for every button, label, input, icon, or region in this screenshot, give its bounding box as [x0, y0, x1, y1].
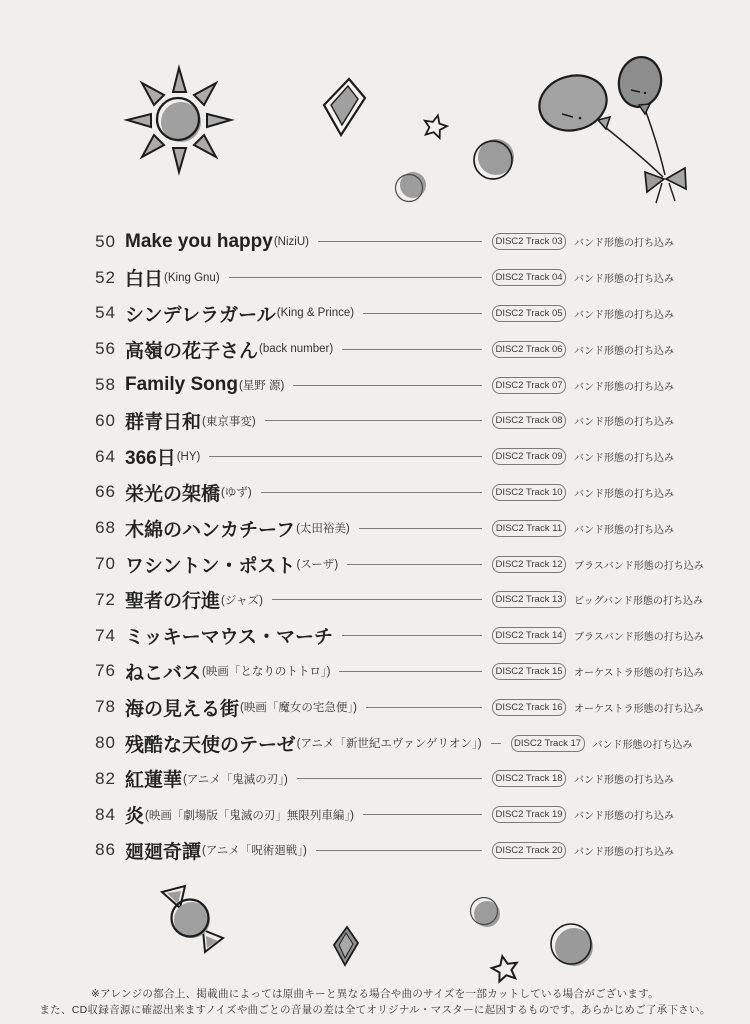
song-artist: ( アニメ「新世紀エヴァンゲリオン」 ) [297, 735, 482, 751]
song-row [86, 761, 706, 797]
page-number: 68 [95, 518, 116, 538]
track-badge: DISC2 Track 16 [492, 699, 566, 716]
star-icon [421, 112, 449, 140]
page-number: 84 [95, 804, 116, 824]
song-title: 高嶺の花子さん [125, 340, 259, 362]
arrangement-label: オーケストラ形態の打ち込み [574, 667, 704, 679]
song-title: 聖者の行進 [125, 591, 221, 613]
song-artist: ( スーザ ) [297, 556, 339, 572]
song-title: ねこバス [125, 662, 202, 684]
page-number: 52 [95, 267, 116, 287]
leader-line [363, 814, 482, 815]
track-badge: DISC2 Track 15 [492, 663, 566, 680]
song-title: 栄光の架橋 [125, 483, 221, 505]
arrangement-label: バンド形態の打ち込み [574, 488, 674, 500]
song-artist: ( 映画「劇場版「鬼滅の刃」無限列車編」 ) [145, 807, 354, 823]
footer-line-2: また、CD収録音源に確認出来ますノイズや曲ごとの音量の差は全てオリジナル・マスターに起因するものです。あらかじめご了承下さい。 [39, 1004, 711, 1016]
arrangement-label: バンド形態の打ち込み [574, 309, 674, 321]
leader-line [209, 456, 482, 457]
star-icon [489, 952, 521, 984]
arrangement-label: バンド形態の打ち込み [574, 417, 674, 429]
track-badge: DISC2 Track 08 [492, 412, 566, 429]
song-title: Family Song [125, 374, 238, 396]
song-row [86, 224, 706, 260]
arrangement-label: バンド形態の打ち込み [574, 453, 674, 465]
page-number: 70 [95, 554, 116, 574]
track-badge: DISC2 Track 09 [492, 448, 566, 465]
arrangement-label: バンド形態の打ち込み [574, 345, 674, 357]
leader-line [359, 528, 482, 529]
song-row [86, 331, 706, 367]
circle-icon [471, 136, 517, 182]
leader-line [347, 564, 482, 565]
leader-line [342, 635, 482, 636]
song-title: 海の見える街 [125, 698, 240, 720]
song-artist: ( King & Prince ) [277, 307, 354, 319]
track-badge: DISC2 Track 04 [492, 269, 566, 286]
leader-line [293, 385, 482, 386]
song-artist: ( アニメ「呪術廻戦」 ) [202, 842, 307, 858]
leader-line [229, 277, 482, 278]
song-row [86, 403, 706, 439]
song-artist: ( 太田裕美 ) [296, 520, 350, 536]
leader-line [316, 850, 482, 851]
song-artist: ( ゆず ) [221, 484, 252, 500]
arrangement-label: バンド形態の打ち込み [574, 381, 674, 393]
song-row [86, 296, 706, 332]
song-row [86, 475, 706, 511]
arrangement-label: バンド形態の打ち込み [574, 811, 674, 823]
song-row [86, 367, 706, 403]
leader-line [318, 241, 482, 242]
song-title: ワシントン・ポスト [125, 555, 296, 577]
song-title: 木綿のハンカチーフ [125, 519, 296, 541]
song-artist: ( 星野 源 ) [239, 377, 284, 393]
song-title: シンデレラガール [125, 304, 276, 326]
footer-note [0, 986, 750, 1018]
diamond-icon [318, 76, 370, 138]
song-title: 炎 [125, 806, 145, 828]
song-row [86, 689, 706, 725]
page-number: 60 [95, 410, 116, 430]
song-title: 残酷な天使のテーゼ [125, 734, 296, 756]
song-artist: ( アニメ「鬼滅の刃」 ) [183, 771, 288, 787]
track-badge: DISC2 Track 05 [492, 305, 566, 322]
arrangement-label: バンド形態の打ち込み [574, 775, 674, 787]
song-row [86, 510, 706, 546]
song-artist: ( ジャズ ) [221, 592, 263, 608]
track-badge: DISC2 Track 11 [492, 520, 566, 537]
song-row [86, 725, 706, 761]
song-title: 366日 [125, 448, 176, 470]
track-badge: DISC2 Track 20 [492, 842, 566, 859]
page-number: 66 [95, 482, 116, 502]
leader-line [272, 599, 482, 600]
page-number: 82 [95, 768, 116, 788]
song-artist: ( back number ) [259, 343, 333, 355]
song-row [86, 654, 706, 690]
song-artist: ( 映画「魔女の宅急便」 ) [240, 699, 357, 715]
page-number: 76 [95, 661, 116, 681]
page-number: 72 [95, 589, 116, 609]
leader-line [265, 420, 482, 421]
song-title: 群青日和 [125, 412, 202, 434]
large-circle-icon [548, 921, 596, 969]
arrangement-label: ブラスバンド形態の打ち込み [574, 560, 704, 572]
song-row [86, 797, 706, 833]
song-row [86, 546, 706, 582]
arrangement-label: バンド形態の打ち込み [592, 739, 693, 751]
track-badge: DISC2 Track 06 [492, 341, 566, 358]
leader-line [261, 492, 482, 493]
page-number: 54 [95, 303, 116, 323]
leader-line [366, 707, 482, 708]
arrangement-label: バンド形態の打ち込み [574, 846, 674, 858]
page-number: 56 [95, 339, 116, 359]
track-badge: DISC2 Track 19 [492, 806, 566, 823]
balloons-icon [535, 55, 695, 210]
arrangement-label: ビッグバンド形態の打ち込み [574, 596, 703, 608]
song-title: 白日 [125, 269, 164, 291]
leader-line [491, 743, 501, 744]
sun-icon [123, 58, 235, 176]
candy-icon [155, 880, 227, 956]
page-number: 74 [95, 625, 116, 645]
track-badge: DISC2 Track 07 [492, 377, 566, 394]
page-number: 58 [95, 375, 116, 395]
arrangement-label: ブラスバンド形態の打ち込み [574, 632, 704, 644]
leader-line [342, 349, 482, 350]
leader-line [297, 778, 482, 779]
song-artist: ( King Gnu ) [164, 272, 220, 284]
page-number: 64 [95, 446, 116, 466]
song-artist: ( NiziU ) [274, 236, 309, 248]
footer-line-1: ※アレンジの都合上、掲載曲によっては原曲キーと異なる場合や曲のサイズを一部カットしている場合がございます。 [91, 988, 659, 1000]
track-badge: DISC2 Track 13 [492, 591, 566, 608]
track-badge: DISC2 Track 12 [492, 556, 566, 573]
small-circle-icon [393, 170, 429, 206]
page-number: 80 [95, 733, 116, 753]
song-artist: ( HY ) [177, 451, 201, 463]
arrangement-label: バンド形態の打ち込み [574, 524, 674, 536]
arrangement-label: オーケストラ形態の打ち込み [574, 703, 704, 715]
arrangement-label: バンド形態の打ち込み [574, 274, 674, 286]
song-title: 廻廻奇譚 [125, 841, 202, 863]
song-row [86, 439, 706, 475]
leader-line [339, 671, 482, 672]
diamond-icon [331, 925, 361, 967]
song-row [86, 260, 706, 296]
song-title: Make you happy [125, 230, 273, 252]
track-badge: DISC2 Track 10 [492, 484, 566, 501]
song-list [86, 224, 706, 868]
track-badge: DISC2 Track 17 [511, 735, 585, 752]
track-badge: DISC2 Track 14 [492, 627, 566, 644]
small-circle-icon [467, 897, 503, 933]
song-title: 紅蓮華 [125, 770, 183, 792]
arrangement-label: バンド形態の打ち込み [574, 238, 674, 250]
song-row [86, 833, 706, 869]
page-number: 86 [95, 840, 116, 860]
song-row [86, 582, 706, 618]
leader-line [363, 313, 482, 314]
song-row [86, 618, 706, 654]
track-badge: DISC2 Track 03 [492, 233, 566, 250]
track-badge: DISC2 Track 18 [492, 770, 566, 787]
song-artist: ( 映画「となりのトトロ」 ) [202, 663, 330, 679]
song-artist: ( 東京事変 ) [202, 413, 256, 429]
page-number: 50 [95, 231, 116, 251]
page-number: 78 [95, 697, 116, 717]
song-title: ミッキーマウス・マーチ [125, 627, 334, 649]
